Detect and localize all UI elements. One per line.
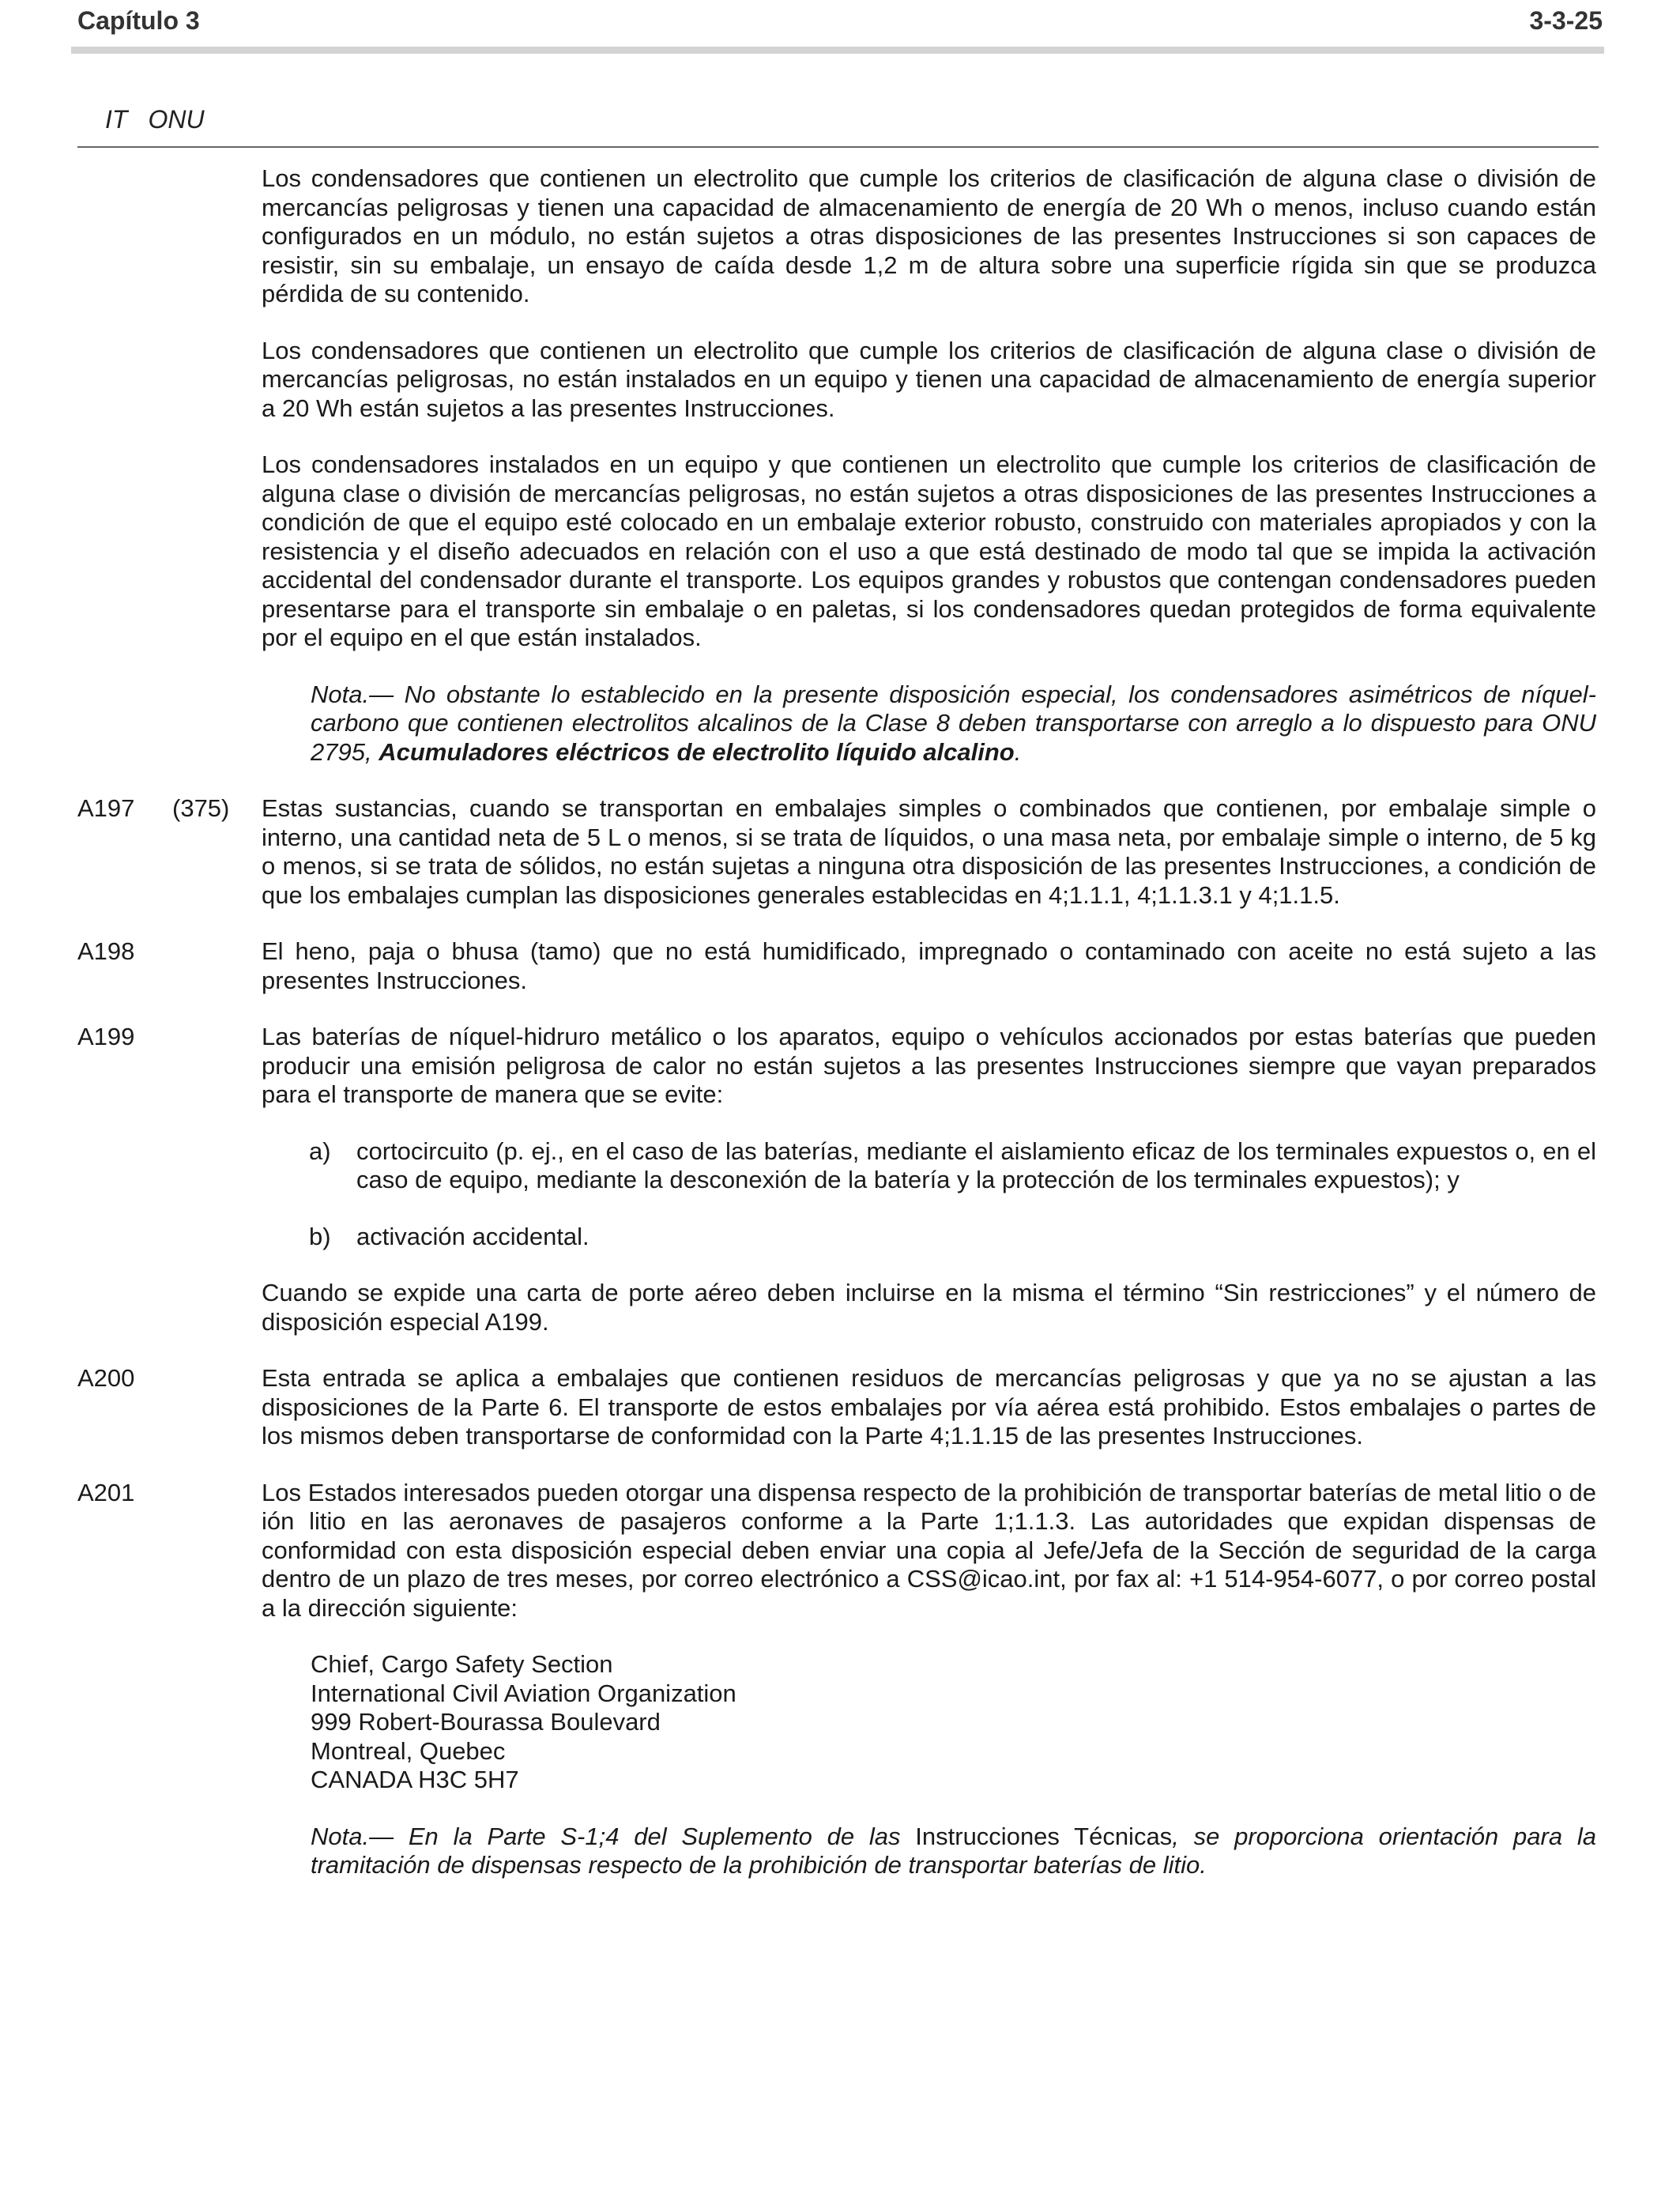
- list-text: cortocircuito (p. ej., en el caso de las baterías, mediante el aislamiento eficaz de los terminales expuestos o, en el caso de equipo, mediante la desconexión de la batería y la protección de los terminales expuestos); y: [356, 1137, 1596, 1193]
- provision-code: A197: [77, 794, 135, 822]
- list-marker: a): [309, 1137, 331, 1165]
- address-line: Chief, Cargo Safety Section: [311, 1650, 613, 1678]
- un-reference: (375): [172, 794, 230, 822]
- column-rule: [77, 146, 1599, 148]
- page-number: 3-3-25: [1529, 6, 1603, 35]
- paragraph: Los Estados interesados pueden otorgar una dispensa respecto de la prohibición de transportar baterías de metal litio o de ión litio en las aeronaves de pasajeros conforme a la Parte 1;1.1.3. Las autoridades que expidan dispensas de conformidad con esta disposición especial deben enviar una copia al Jefe/Jefa de la Sección de seguridad de la carga dentro de un plazo de tres meses, por correo electrónico a CSS@icao.int, por fax al: +1 514-954-6077, o por correo postal a la dirección siguiente:: [262, 1478, 1596, 1622]
- provision-code: A199: [77, 1023, 135, 1050]
- note: Nota.— En la Parte S-1;4 del Suplemento de las Instrucciones Técnicas, se proporciona orientación para la tramitación de dispensas respecto de la prohibición de transportar baterías de litio.: [311, 1822, 1596, 1879]
- note: Nota.— No obstante lo establecido en la presente disposición especial, los condensadores asimétricos de níquel-carbono que contienen electrolitos alcalinos de la Clase 8 deben transportarse con arreglo a lo dispuesto para ONU 2795, Acumuladores eléctricos de electrolito líquido alcalino.: [311, 680, 1596, 766]
- paragraph: Esta entrada se aplica a embalajes que contienen residuos de mercancías peligrosas y que ya no se ajustan a las disposiciones de la Parte 6. El transporte de estos embalajes por vía aérea está prohibido. Estos embalajes o partes de los mismos deben transportarse de conformidad con la Parte 4;1.1.15 de las presentes Instrucciones.: [262, 1364, 1596, 1449]
- provision-code: A200: [77, 1364, 135, 1392]
- document-body: [77, 164, 1596, 1908]
- address-line: International Civil Aviation Organization: [311, 1679, 736, 1707]
- paragraph: Cuando se expide una carta de porte aéreo deben incluirse en la misma el término “Sin restricciones” y el número de disposición especial A199.: [262, 1279, 1596, 1336]
- provision-code: A198: [77, 937, 135, 965]
- provision-a199: [77, 1023, 1596, 1336]
- provision-code: A201: [77, 1478, 135, 1506]
- list-marker: b): [309, 1222, 331, 1250]
- list-item: [262, 1137, 1596, 1195]
- provision-a200: [77, 1364, 1596, 1451]
- postal-address: [262, 1650, 1596, 1795]
- address-line: CANADA H3C 5H7: [311, 1766, 519, 1793]
- paragraph: Los condensadores que contienen un electrolito que cumple los criterios de clasificación de alguna clase o división de mercancías peligrosas y tienen una capacidad de almacenamiento de energía de 20 Wh o menos, incluso cuando están configurados en un módulo, no están sujetos a otras disposiciones de las presentes Instrucciones si son capaces de resistir, sin su embalaje, un ensayo de caída desde 1,2 m de altura sobre una superficie rígida sin que se produzca pérdida de su contenido.: [262, 164, 1596, 307]
- column-labels: [105, 105, 205, 134]
- paragraph: Los condensadores instalados en un equipo y que contienen un electrolito que cumple los criterios de clasificación de alguna clase o división de mercancías peligrosas, no están sujetos a otras disposiciones de las presentes Instrucciones a condición de que el equipo esté colocado en un embalaje exterior robusto, construido con materiales apropiados y con la resistencia y el diseño adecuados en relación con el uso a que está destinado de modo tal que se impida la activación accidental del condensador durante el transporte. Los equipos grandes y robustos que contengan condensadores pueden presentarse para el transporte sin embalaje o en paletas, si los condensadores quedan protegidos de forma equivalente por el equipo en el que están instalados.: [262, 450, 1596, 651]
- paragraph: Estas sustancias, cuando se transportan en embalajes simples o combinados que contienen, por embalaje simple o interno, una cantidad neta de 5 L o menos, si se trata de líquidos, o una masa neta, por embalaje simple o interno, de 5 kg o menos, si se trata de sólidos, no están sujetas a ninguna otra disposición de las presentes Instrucciones, a condición de que los embalajes cumplan las disposiciones generales establecidas en 4;1.1.1, 4;1.1.3.1 y 4;1.1.5.: [262, 794, 1596, 909]
- provision-a197: [77, 794, 1596, 910]
- paragraph: El heno, paja o bhusa (tamo) que no está humidificado, impregnado o contaminado con aceite no está sujeto a las presentes Instrucciones.: [262, 937, 1596, 994]
- column-label-it: IT: [105, 105, 128, 134]
- header-rule: [71, 47, 1604, 54]
- provision-continued: [77, 164, 1596, 767]
- paragraph: Las baterías de níquel-hidruro metálico o los aparatos, equipo o vehículos accionados por estas baterías que pueden producir una emisión peligrosa de calor no están sujetos a las presentes Instrucciones siempre que vayan preparados para el transporte de manera que se evite:: [262, 1023, 1596, 1108]
- address-line: 999 Robert-Bourassa Boulevard: [311, 1708, 661, 1736]
- chapter-title: Capítulo 3: [77, 6, 200, 35]
- paragraph: Los condensadores que contienen un electrolito que cumple los criterios de clasificación de alguna clase o división de mercancías peligrosas, no están instalados en un equipo y tienen una capacidad de almacenamiento de energía superior a 20 Wh están sujetos a las presentes Instrucciones.: [262, 336, 1596, 422]
- provision-a201: [77, 1479, 1596, 1880]
- column-label-onu: ONU: [148, 105, 205, 134]
- list-text: activación accidental.: [356, 1222, 590, 1250]
- provision-a198: [77, 937, 1596, 995]
- address-line: Montreal, Quebec: [311, 1736, 506, 1765]
- list-item: [262, 1223, 1596, 1252]
